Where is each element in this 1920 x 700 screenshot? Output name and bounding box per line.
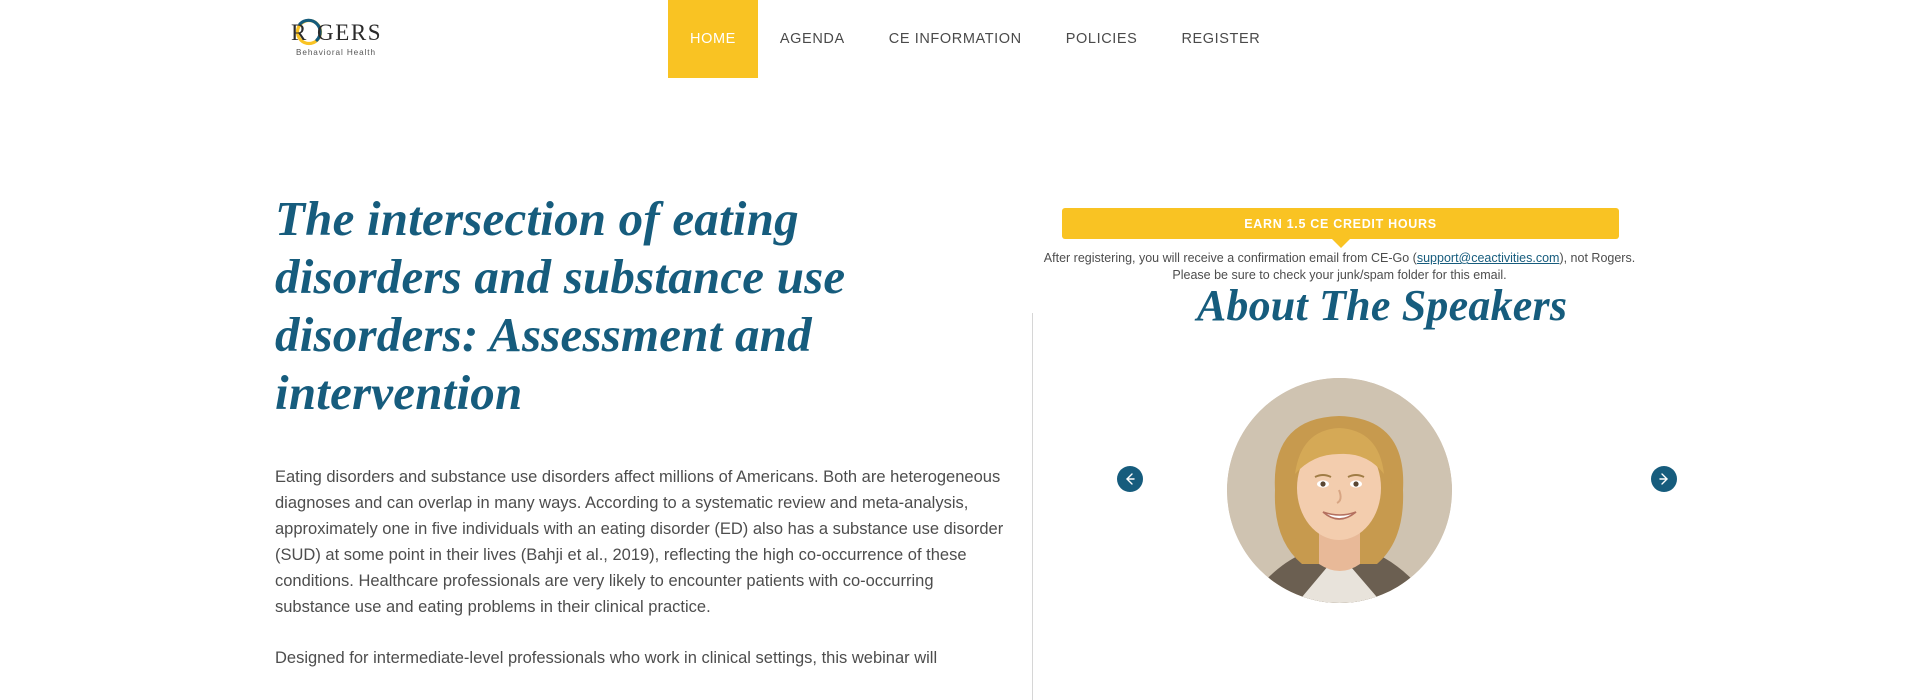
site-header xyxy=(0,0,1920,78)
nav-item-policies-label: POLICIES xyxy=(1065,31,1138,47)
nav-item-home-label: HOME xyxy=(690,31,736,47)
nav-item-home[interactable] xyxy=(668,0,758,78)
svg-text:R: R xyxy=(291,20,308,45)
nav-item-ce-information[interactable] xyxy=(867,0,1044,78)
nav-item-ce-information-label: CE INFORMATION xyxy=(888,31,1022,47)
support-email-link[interactable]: support@ceactivities.com xyxy=(1416,251,1560,265)
nav-item-register[interactable] xyxy=(1159,0,1282,78)
intro-paragraph-2: Designed for intermediate-level professionals who work in clinical settings, this webinar will xyxy=(275,649,938,667)
svg-text:GERS: GERS xyxy=(317,20,383,45)
rogers-logo[interactable] xyxy=(287,15,412,63)
speakers-section-title: About The Speakers xyxy=(1196,281,1568,330)
ce-credit-banner[interactable] xyxy=(1062,208,1619,239)
ce-note-text-after: ), not Rogers. Please be sure to check your junk/spam folder for this email. xyxy=(1172,251,1636,282)
main-navigation xyxy=(668,0,1282,78)
speaker-avatar xyxy=(1227,378,1452,603)
vertical-divider xyxy=(1032,313,1033,700)
nav-item-register-label: REGISTER xyxy=(1181,31,1261,47)
ce-credit-banner-label: EARN 1.5 CE CREDIT HOURS xyxy=(1244,216,1437,231)
nav-item-agenda-label: AGENDA xyxy=(779,31,845,47)
main-content xyxy=(275,190,1015,671)
intro-paragraph-1: Eating disorders and substance use disorders affect millions of Americans. Both are heterogeneous diagnoses and can overlap in many ways. According to a systematic review and meta-analysis, approximately one in five individuals with an eating disorder (ED) also has a substance use disorder (SUD) at some point in their lives (Bahji et al., 2019), reflecting the high co-occurrence of these conditions. Healthcare professionals are very likely to encounter patients with co-occurring substance use and eating problems in their clinical practice. xyxy=(275,468,1004,616)
next-speaker-arrow-icon[interactable] xyxy=(1651,466,1677,492)
ce-note-text-before: After registering, you will receive a confirmation email from CE-Go ( xyxy=(1043,251,1417,265)
svg-text:Behavioral Health: Behavioral Health xyxy=(296,48,376,57)
nav-item-policies[interactable] xyxy=(1044,0,1160,78)
nav-item-agenda[interactable] xyxy=(758,0,867,78)
prev-speaker-arrow-icon[interactable] xyxy=(1117,466,1143,492)
page-title: The intersection of eating disorders and substance use disorders: Assessment and intervention xyxy=(275,191,846,420)
ce-confirmation-note xyxy=(1032,250,1647,283)
